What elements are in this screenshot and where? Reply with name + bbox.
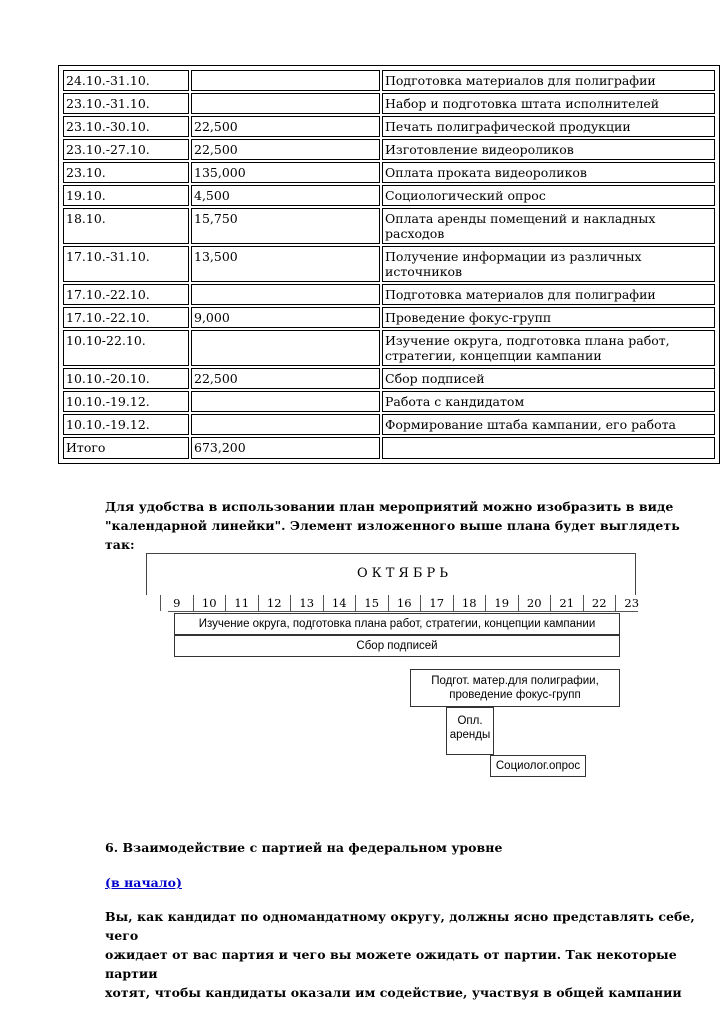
total-label: Итого (63, 437, 189, 459)
bar-district-study (174, 613, 620, 635)
cell-amount: 135,000 (191, 162, 380, 183)
table-row (63, 246, 715, 282)
table-row (63, 284, 715, 305)
day-cell: 20 (518, 595, 551, 611)
day-ruler-line (168, 611, 638, 612)
closing-paragraph (105, 907, 695, 1002)
cell-amount: 4,500 (191, 185, 380, 206)
closing-line-1: Вы, как кандидат по одномандатному округу, должны ясно представлять себе, чего (105, 909, 695, 943)
day-cell: 23 (615, 595, 648, 611)
cell-date: 10.10-22.10. (63, 330, 189, 366)
bar-signatures-label: Сбор подписей (356, 640, 438, 652)
cell-activity: Оплата проката видеороликов (382, 162, 715, 183)
table-row (63, 139, 715, 160)
intro-line-1: Для удобства в использовании план мероприятий можно изобразить в виде (105, 499, 674, 514)
day-cell: 18 (453, 595, 486, 611)
cell-date: 18.10. (63, 208, 189, 244)
closing-line-3: хотят, чтобы кандидаты оказали им содействие, участвуя в общей кампании (105, 985, 682, 1000)
cell-date: 10.10.-19.12. (63, 414, 189, 435)
bar-print-focus-groups-line-1: Подгот. матер.для полиграфии, (431, 675, 599, 687)
cell-amount (191, 414, 380, 435)
day-cell: 10 (193, 595, 226, 611)
cell-date: 10.10.-19.12. (63, 391, 189, 412)
day-cell: 16 (388, 595, 421, 611)
cell-date: 23.10.-27.10. (63, 139, 189, 160)
table-row (63, 208, 715, 244)
day-cell: 19 (485, 595, 518, 611)
cell-date: 17.10.-22.10. (63, 307, 189, 328)
total-activity (382, 437, 715, 459)
cell-activity: Подготовка материалов для полиграфии (382, 70, 715, 91)
cell-date: 23.10. (63, 162, 189, 183)
cell-activity: Сбор подписей (382, 368, 715, 389)
table-row (63, 93, 715, 114)
table-row (63, 307, 715, 328)
cell-date: 19.10. (63, 185, 189, 206)
budget-table-grid (61, 68, 717, 461)
bar-rent-payment-line-1: Опл. (457, 715, 483, 727)
cell-amount: 9,000 (191, 307, 380, 328)
calendar-ruler (140, 553, 640, 793)
table-row (63, 116, 715, 137)
cell-amount (191, 93, 380, 114)
intro-paragraph (105, 497, 695, 554)
table-row (63, 391, 715, 412)
intro-line-2: "календарной линейки". Элемент изложенного выше плана будет выглядеть так: (105, 518, 680, 552)
cell-amount: 15,750 (191, 208, 380, 244)
cell-date: 24.10.-31.10. (63, 70, 189, 91)
cell-date: 17.10.-22.10. (63, 284, 189, 305)
cell-activity: Социологический опрос (382, 185, 715, 206)
table-row (63, 368, 715, 389)
cell-amount: 22,500 (191, 116, 380, 137)
cell-activity: Набор и подготовка штата исполнителей (382, 93, 715, 114)
cell-amount (191, 70, 380, 91)
budget-table (58, 65, 720, 464)
cell-amount: 22,500 (191, 139, 380, 160)
cell-amount (191, 330, 380, 366)
table-row (63, 330, 715, 366)
cell-amount (191, 391, 380, 412)
closing-line-2: ожидает от вас партия и чего вы можете ожидать от партии. Так некоторые партии (105, 947, 677, 981)
bar-signatures (174, 635, 620, 657)
day-cell: 9 (160, 595, 193, 611)
day-cell: 17 (420, 595, 453, 611)
bar-rent-payment-line-2: аренды (449, 729, 491, 741)
table-row (63, 185, 715, 206)
day-cell: 22 (583, 595, 616, 611)
cell-amount: 22,500 (191, 368, 380, 389)
table-row (63, 70, 715, 91)
day-cell: 11 (225, 595, 258, 611)
total-row (63, 437, 715, 459)
day-cell: 15 (355, 595, 388, 611)
day-cell: 21 (550, 595, 583, 611)
bar-print-focus-groups (410, 669, 620, 707)
cell-activity: Получение информации из различных источников (382, 246, 715, 282)
cell-activity: Подготовка материалов для полиграфии (382, 284, 715, 305)
bar-sociological-poll-label: Социолог.опрос (495, 760, 581, 772)
cell-activity: Работа с кандидатом (382, 391, 715, 412)
cell-activity: Изготовление видеороликов (382, 139, 715, 160)
cell-activity: Формирование штаба кампании, его работа (382, 414, 715, 435)
table-row (63, 162, 715, 183)
cell-activity: Печать полиграфической продукции (382, 116, 715, 137)
month-header-box (146, 553, 636, 595)
cell-activity: Проведение фокус-групп (382, 307, 715, 328)
total-amount: 673,200 (191, 437, 380, 459)
bar-sociological-poll (490, 755, 586, 777)
cell-activity: Оплата аренды помещений и накладных расходов (382, 208, 715, 244)
bar-rent-payment (446, 707, 494, 755)
cell-date: 10.10.-20.10. (63, 368, 189, 389)
cell-amount: 13,500 (191, 246, 380, 282)
bar-district-study-label: Изучение округа, подготовка плана работ, стратегии, концепции кампании (198, 618, 596, 630)
day-cell: 13 (290, 595, 323, 611)
table-row (63, 414, 715, 435)
cell-date: 23.10.-31.10. (63, 93, 189, 114)
cell-date: 17.10.-31.10. (63, 246, 189, 282)
day-ruler (148, 595, 638, 611)
back-to-top-link[interactable]: (в начало) (105, 875, 183, 890)
cell-amount (191, 284, 380, 305)
cell-date: 23.10.-30.10. (63, 116, 189, 137)
month-label: ОКТЯБРЬ (357, 566, 452, 581)
day-cell: 12 (258, 595, 291, 611)
bar-print-focus-groups-line-2: проведение фокус-групп (449, 689, 581, 701)
cell-activity: Изучение округа, подготовка плана работ, стратегии, концепции кампании (382, 330, 715, 366)
day-cell: 14 (323, 595, 356, 611)
section-heading: 6. Взаимодействие с партией на федеральном уровне (105, 840, 503, 855)
